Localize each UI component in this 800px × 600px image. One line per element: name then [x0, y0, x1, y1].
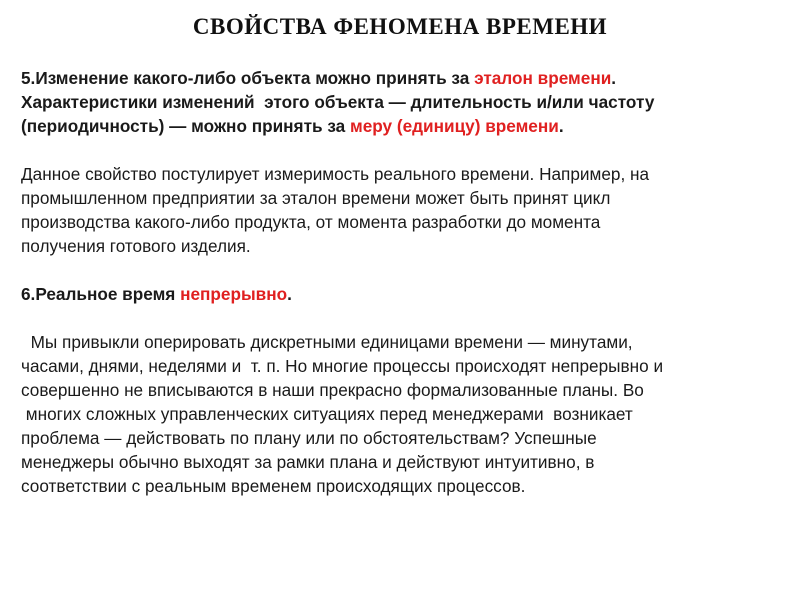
paragraph-continuity: Мы привыкли оперировать дискретными единицами времени — минутами, часами, днями, неделями и т. п. Но многие процессы происходят непрерывно и совершенно не вписываются в наши прекрасно формализованные планы. Во многих сложных управленческих ситуациях перед менеджерами возникает проблема — действовать по плану или по обстоятельствам? Успешные менеджеры обычно выходят за рамки плана и действуют интуитивно, в соответствии с реальным временем происходящих процессов.: [21, 332, 664, 496]
highlight-mera-vremeni: меру (единицу) времени: [349, 116, 559, 136]
section-5-text-1: 5.Изменение какого-либо объекта можно принять за: [21, 68, 475, 88]
section-5-text-3: .: [558, 116, 564, 136]
spacer: [21, 306, 781, 330]
highlight-nepreryvno: непрерывно: [180, 284, 288, 304]
slide-content: [21, 66, 781, 498]
slide-title: СВОЙСТВА ФЕНОМЕНА ВРЕМЕНИ: [192, 14, 608, 39]
spacer: [21, 258, 781, 282]
section-6-statement: [21, 282, 781, 306]
section-6-text-2: .: [287, 284, 292, 304]
section-5-text-2: . Характеристики изменений этого объекта — длительность и/или частоту (периодичность) — можно принять за: [21, 68, 655, 136]
section-6-text-1: 6.Реальное время: [21, 284, 181, 304]
paragraph-measurability: Данное свойство постулирует измеримость реального времени. Например, на промышленном предприятии за эталон времени может быть принят цикл производства какого-либо продукта, от момента разработки до момента получения готового изделия.: [21, 164, 650, 256]
spacer: [21, 138, 781, 162]
highlight-etalon-vremeni: эталон времени: [474, 68, 612, 88]
section-5-statement: [21, 66, 781, 138]
